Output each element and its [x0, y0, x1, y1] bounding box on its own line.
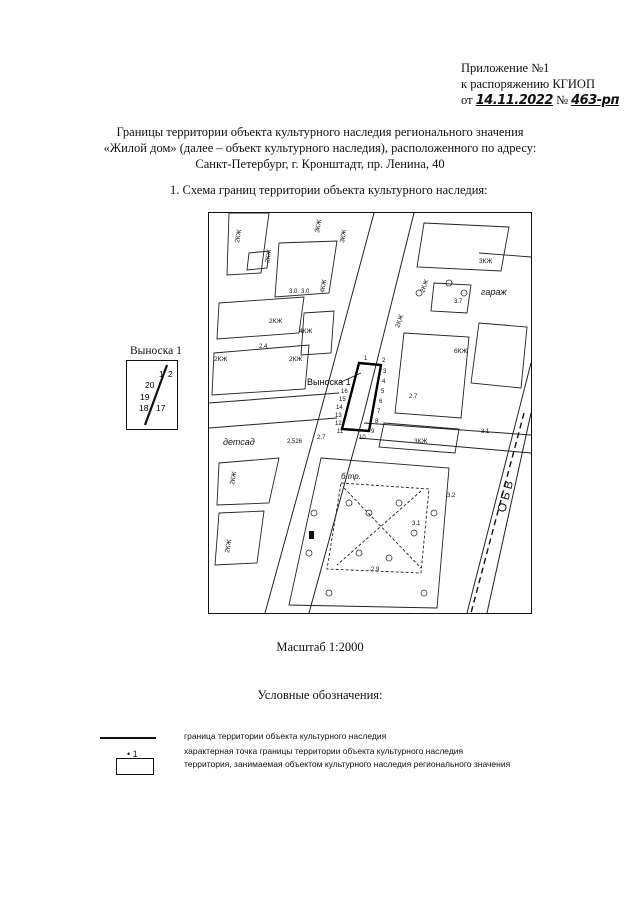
- number-handwritten: 463-рп: [571, 93, 619, 108]
- height-mark: 3.7: [454, 299, 463, 305]
- height-mark: 2.9: [371, 567, 380, 573]
- section-title: 1. Схема границ территории объекта культурного наследия:: [170, 183, 488, 197]
- house-tag: 2КЖ: [419, 278, 431, 294]
- callout-diagram: [127, 361, 177, 429]
- map-drawing: [209, 213, 531, 613]
- callout-point-19: 19: [140, 392, 150, 402]
- height-mark: 2.4: [259, 344, 268, 350]
- house-tag: 2КЖ: [264, 248, 274, 264]
- boundary-number: 3: [383, 369, 387, 375]
- house-tag: 2КЖ: [394, 313, 406, 329]
- legend-dot-icon: •: [127, 749, 131, 759]
- callout-point-17: 17: [156, 403, 166, 413]
- scale-text: Масштаб 1:2000: [276, 640, 364, 654]
- appendix-header: [461, 60, 619, 109]
- boundary-number: 4: [382, 379, 386, 385]
- document-title: [0, 124, 640, 172]
- house-tag: 2КЖ: [229, 470, 239, 486]
- height-mark: 3.0: [289, 289, 298, 295]
- callout-point-1: 1: [159, 369, 164, 379]
- number-prefix: №: [556, 93, 568, 107]
- legend-item-territory: территория, занимаемая объектом культурного наследия регионального значения: [184, 759, 511, 769]
- house-tag: 6КЖ: [454, 348, 468, 355]
- boundary-number: 5: [381, 389, 385, 395]
- date-prefix: от: [461, 93, 473, 107]
- boundary-number: 13: [335, 413, 342, 419]
- boundary-number: 15: [339, 397, 346, 403]
- legend-dot-label: 1: [132, 749, 138, 759]
- height-mark: 3.1: [481, 429, 490, 435]
- legend-title: Условные обозначения:: [257, 688, 383, 702]
- kindergarten-label: детсад: [223, 437, 255, 447]
- callout-point-18: 18: [139, 403, 149, 413]
- height-mark: 3.1: [412, 521, 421, 527]
- house-tag: 2КЖ: [269, 318, 283, 325]
- boundary-number: 10: [359, 435, 366, 441]
- boundary-number: 6: [379, 399, 383, 405]
- house-tag: 2КЖ: [224, 538, 234, 554]
- callout-point-20: 20: [145, 380, 155, 390]
- title-line2: «Жилой дом» (далее – объект культурного наследия), расположенного по адресу:: [103, 141, 537, 155]
- house-tag: 3КЖ: [479, 258, 493, 265]
- height-mark: 3.2: [447, 493, 456, 499]
- height-mark: 2.7: [317, 435, 326, 441]
- date-handwritten: 14.11.2022: [475, 93, 553, 108]
- appendix-line2: к распоряжению КГИОП: [461, 77, 595, 91]
- callout-point-2: 2: [168, 369, 173, 379]
- boundary-number: 1: [364, 356, 368, 362]
- house-tag: 4КЖ: [299, 328, 313, 335]
- park-square: [215, 458, 449, 608]
- appendix-line1: Приложение №1: [461, 61, 550, 75]
- boundary-number: 12: [335, 421, 342, 427]
- callout-label: Выноска 1: [130, 345, 182, 357]
- transformer-label: б.тр.: [341, 472, 361, 481]
- house-tag: 2КЖ: [234, 228, 244, 244]
- legend-boundary-line: [100, 737, 156, 739]
- height-mark: 2.526: [287, 439, 303, 445]
- height-mark: 2.7: [409, 394, 418, 400]
- appendix-line3: [461, 92, 619, 109]
- legend-item-point: характерная точка границы территории объекта культурного наследия: [184, 746, 464, 756]
- legend-item-boundary: граница территории объекта культурного наследия: [184, 731, 387, 741]
- callout-box: [126, 360, 178, 430]
- monument-symbol: [309, 531, 314, 539]
- house-tag: 4КЖ: [319, 278, 329, 294]
- legend-territory-rect: [116, 758, 154, 775]
- boundary-number: 7: [377, 409, 381, 415]
- house-tag: 3КЖ: [339, 228, 349, 244]
- house-tag: 3КЖ: [314, 218, 324, 234]
- title-line3: Санкт-Петербург, г. Кронштадт, пр. Ленина, 40: [195, 157, 445, 171]
- house-tag: 2КЖ: [214, 356, 228, 363]
- title-line1: Границы территории объекта культурного наследия регионального значения: [116, 125, 524, 139]
- building-blocks: [212, 213, 337, 395]
- boundary-number: 14: [336, 405, 343, 411]
- map-callout-label: Выноска 1: [307, 377, 351, 387]
- boundary-number: 8: [375, 419, 379, 425]
- cadastral-map: [208, 212, 532, 614]
- boundary-number: 2: [382, 358, 386, 364]
- house-tag: 2КЖ: [289, 356, 303, 363]
- garage-label: гараж: [481, 287, 507, 297]
- height-mark: 3.0: [301, 289, 310, 295]
- boundary-number: 16: [341, 389, 348, 395]
- boundary-number: 11: [337, 429, 344, 435]
- boundary-number: 9: [371, 429, 375, 435]
- street-label: О Б В: [494, 479, 517, 514]
- house-tag: 3КЖ: [414, 438, 428, 445]
